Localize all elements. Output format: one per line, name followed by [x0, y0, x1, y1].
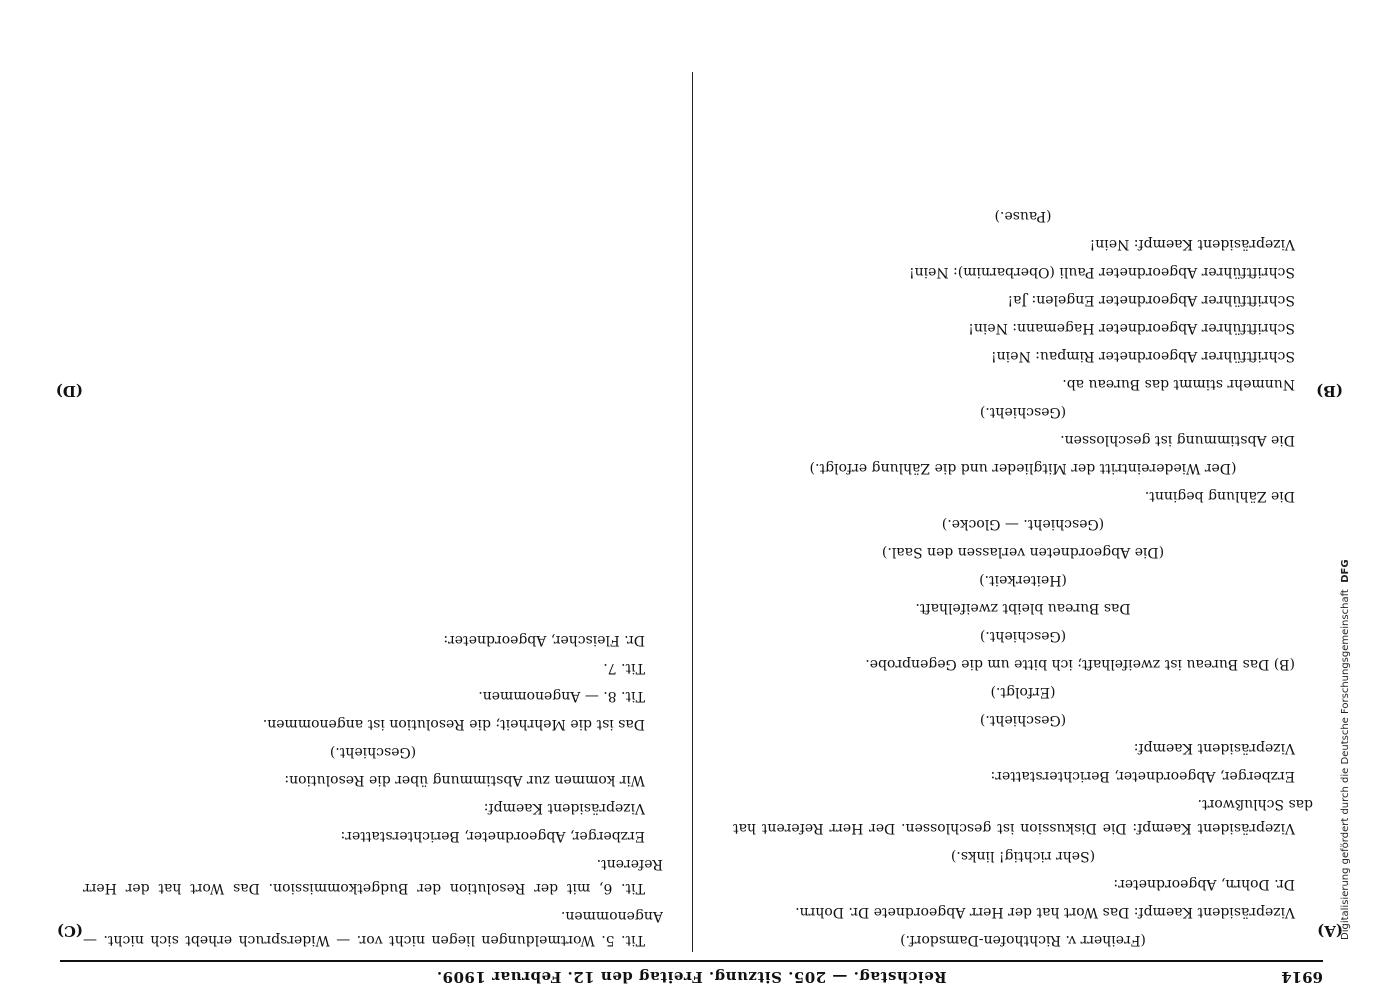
- paragraph: (Geschieht.): [979, 404, 1067, 420]
- funding-note: Digitalisierung gefördert durch die Deutsche Forschungsgemeinschaft: [1340, 589, 1351, 940]
- paragraph: Die Abstimmung ist geschlossen.: [1060, 432, 1295, 448]
- paragraph: Schriftführer Abgeordneter Rimpau: Nein!: [991, 348, 1295, 364]
- paragraph: Tit. 6, mit der Resolution der Budgetkommission. Das Wort hat der Herr Referent.: [83, 856, 663, 896]
- margin-letter-a: (A): [1317, 922, 1343, 940]
- digitization-credit: [1340, 180, 1358, 940]
- paragraph: Vizepräsident Kaempf:: [1133, 740, 1295, 756]
- page-header: [60, 960, 1323, 988]
- paragraph: (Geschieht.): [979, 628, 1067, 644]
- margin-letter-c: (C): [56, 922, 83, 940]
- margin-letter-b: (B): [1316, 382, 1343, 400]
- paragraph: Erzberger, Abgeordneter, Berichterstatter:: [990, 768, 1295, 784]
- paragraph: Das Bureau bleibt zweifelhaft.: [915, 600, 1131, 616]
- right-column: [83, 52, 663, 952]
- margin-letter-d: (D): [55, 382, 83, 400]
- paragraph: (Der Wiedereintritt der Mitglieder und die Zählung erfolgt.): [809, 460, 1237, 476]
- running-title: Reichstag. — 205. Sitzung. Freitag den 12. Februar 1909.: [436, 968, 947, 986]
- paragraph: Schriftführer Abgeordneter Hagemann: Nein!: [968, 320, 1295, 336]
- paragraph: Die Zählung beginnt.: [1144, 488, 1295, 504]
- paragraph: Tit. 8. — Angenommen.: [478, 688, 645, 704]
- paragraph: (Geschieht. — Glocke.): [941, 516, 1105, 532]
- paragraph: (Sehr richtig! links.): [950, 848, 1096, 864]
- paragraph: (Geschieht.): [979, 712, 1067, 728]
- dfg-logo: DFG: [1340, 559, 1351, 583]
- paragraph: Tit. 5. Wortmeldungen liegen nicht vor. — Widerspruch erhebt sich nicht. — Angenommen.: [83, 908, 663, 948]
- paragraph: Dr. Fleischer, Abgeordneter:: [443, 632, 645, 648]
- paragraph: Vizepräsident Kaempf: Die Diskussion ist geschlossen. Der Herr Referent hat das Schlußwort.: [733, 796, 1313, 836]
- paragraph: (Die Abgeordneten verlassen den Saal.): [881, 544, 1165, 560]
- paragraph: Vizepräsident Kaempf:: [483, 800, 645, 816]
- page-number: 6914: [1281, 968, 1323, 986]
- paragraph: Schriftführer Abgeordneter Engelen: Ja!: [1007, 292, 1295, 308]
- paragraph: Das ist die Mehrheit; die Resolution ist angenommen.: [262, 716, 645, 732]
- column-divider: [692, 72, 693, 952]
- paragraph: (Pause.): [994, 208, 1052, 224]
- paragraph: (Freiherr v. Richthofen-Damsdorf.): [900, 932, 1146, 948]
- paragraph: Dr. Dohrn, Abgeordneter:: [1113, 876, 1295, 892]
- paragraph: Vizepräsident Kaempf: Das Wort hat der Herr Abgeordnete Dr. Dohrn.: [795, 904, 1295, 920]
- paragraph: Wir kommen zur Abstimmung über die Resolution:: [284, 772, 645, 788]
- paragraph: (Heiterkeit.): [979, 572, 1067, 588]
- paragraph: (B) Das Bureau ist zweifelhaft; ich bitte um die Gegenprobe.: [865, 656, 1295, 672]
- paragraph: (Geschieht.): [329, 744, 417, 760]
- paragraph: Nunmehr stimmt das Bureau ab.: [1062, 376, 1295, 392]
- paragraph: Erzberger, Abgeordneter, Berichterstatter:: [340, 828, 645, 844]
- paragraph: Vizepräsident Kaempf: Nein!: [1089, 236, 1295, 252]
- paragraph: Schriftführer Abgeordneter Pauli (Oberbarnim): Nein!: [908, 264, 1295, 280]
- paragraph: Tit. 7.: [603, 660, 645, 676]
- paragraph: (Erfolgt.): [990, 684, 1056, 700]
- left-column: [733, 52, 1313, 952]
